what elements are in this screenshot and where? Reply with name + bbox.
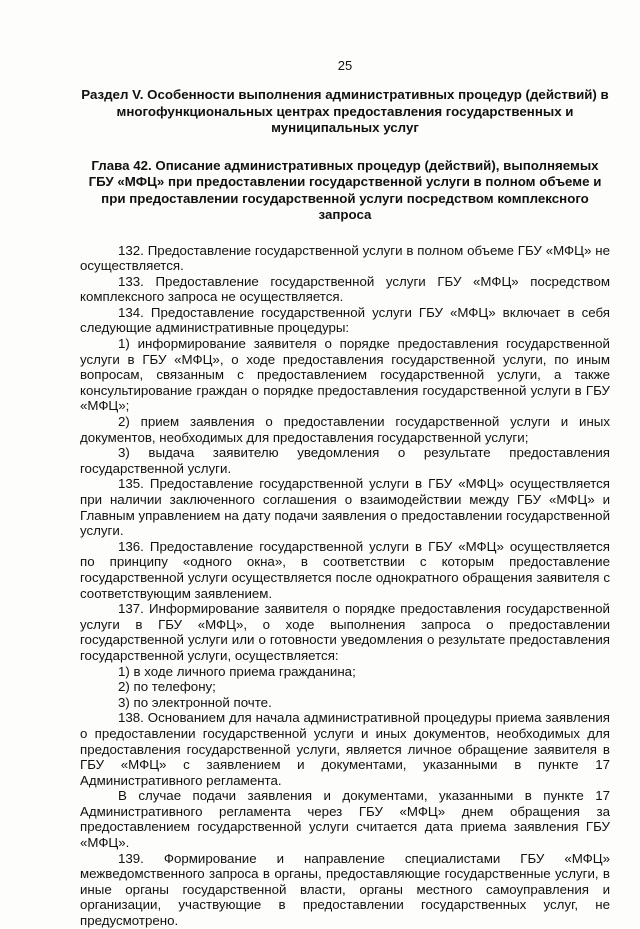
paragraph-135: 135. Предоставление государственной услуги в ГБУ «МФЦ» осуществляется при наличии заключенного соглашения о взаимодействии между ГБУ «МФЦ» и Главным управлением на дату подачи заявления о предоставлении государственной услуги. bbox=[80, 476, 610, 539]
paragraph-136: 136. Предоставление государственной услуги в ГБУ «МФЦ» осуществляется по принципу «одного окна», в соответствии с которым предоставление государственной услуги осуществляется после однократного обращения заявителя с соответствующим заявлением. bbox=[80, 538, 610, 601]
paragraph-134: 134. Предоставление государственной услуги ГБУ «МФЦ» включает в себя следующие административные процедуры: bbox=[80, 304, 610, 336]
paragraph-133: 133. Предоставление государственной услуги ГБУ «МФЦ» посредством комплексного запроса не осуществляется. bbox=[80, 273, 610, 305]
paragraph-138-continued: В случае подачи заявления и документами, указанными в пункте 17 Административного регламента через ГБУ «МФЦ» днем обращения за предоставлением государственной услуги считается дата приема заявления ГБУ «МФЦ». bbox=[80, 788, 610, 851]
paragraph-138: 138. Основанием для начала административной процедуры приема заявления о предоставлении государственной услуги и иных документов, необходимых для предоставления государственной услуги, является личное обращение заявителя в ГБУ «МФЦ» с заявлением и документами, указанными в пункте 17 Административного регламента. bbox=[80, 710, 610, 788]
paragraph-139: 139. Формирование и направление специалистами ГБУ «МФЦ» межведомственного запроса в органы, предоставляющие государственные услуги, в иные органы государственной власти, органы местного самоуправления и организации, участвующие в предоставлении государственных услуг, не предусмотрено. bbox=[80, 850, 610, 929]
list-item-134-1: 1) информирование заявителя о порядке предоставления государственной услуги в ГБУ «МФЦ», о ходе предоставления государственной услуги, по иным вопросам, связанным с предоставлением государственной услуги, а также консультирование граждан о порядке предоставления государственной услуги в ГБУ «МФЦ»; bbox=[80, 336, 610, 414]
paragraph-137: 137. Информирование заявителя о порядке предоставления государственной услуги в ГБУ «МФЦ», о ходе выполнения запроса о предоставлении государственной услуги или о готовности уведомления о результате предоставления государственной услуги, осуществляется: bbox=[80, 601, 610, 663]
page-number: 25 bbox=[337, 58, 353, 73]
list-item-134-3: 3) выдача заявителю уведомления о результате предоставления государственной услуги. bbox=[80, 445, 610, 476]
list-item-137-3: 3) по электронной почте. bbox=[118, 694, 272, 710]
list-item-137-2: 2) по телефону; bbox=[118, 679, 216, 695]
paragraph-132: 132. Предоставление государственной услуги в полном объеме ГБУ «МФЦ» не осуществляется. bbox=[80, 242, 610, 274]
section-title: Раздел V. Особенности выполнения административных процедур (действий) в многофункциональных центрах предоставления государственных и муниципальных услуг bbox=[81, 87, 609, 135]
list-item-137-1: 1) в ходе личного приема гражданина; bbox=[118, 663, 356, 679]
chapter-title: Глава 42. Описание административных процедур (действий), выполняемых ГБУ «МФЦ» при предоставлении государственной услуги в полном объеме и при предоставлении государственной услуги посредством комплексного запроса bbox=[88, 157, 602, 222]
body-text bbox=[80, 243, 610, 929]
list-item-134-2: 2) прием заявления о предоставлении государственной услуги и иных документов, необходимых для предоставления государственной услуги; bbox=[80, 414, 610, 445]
